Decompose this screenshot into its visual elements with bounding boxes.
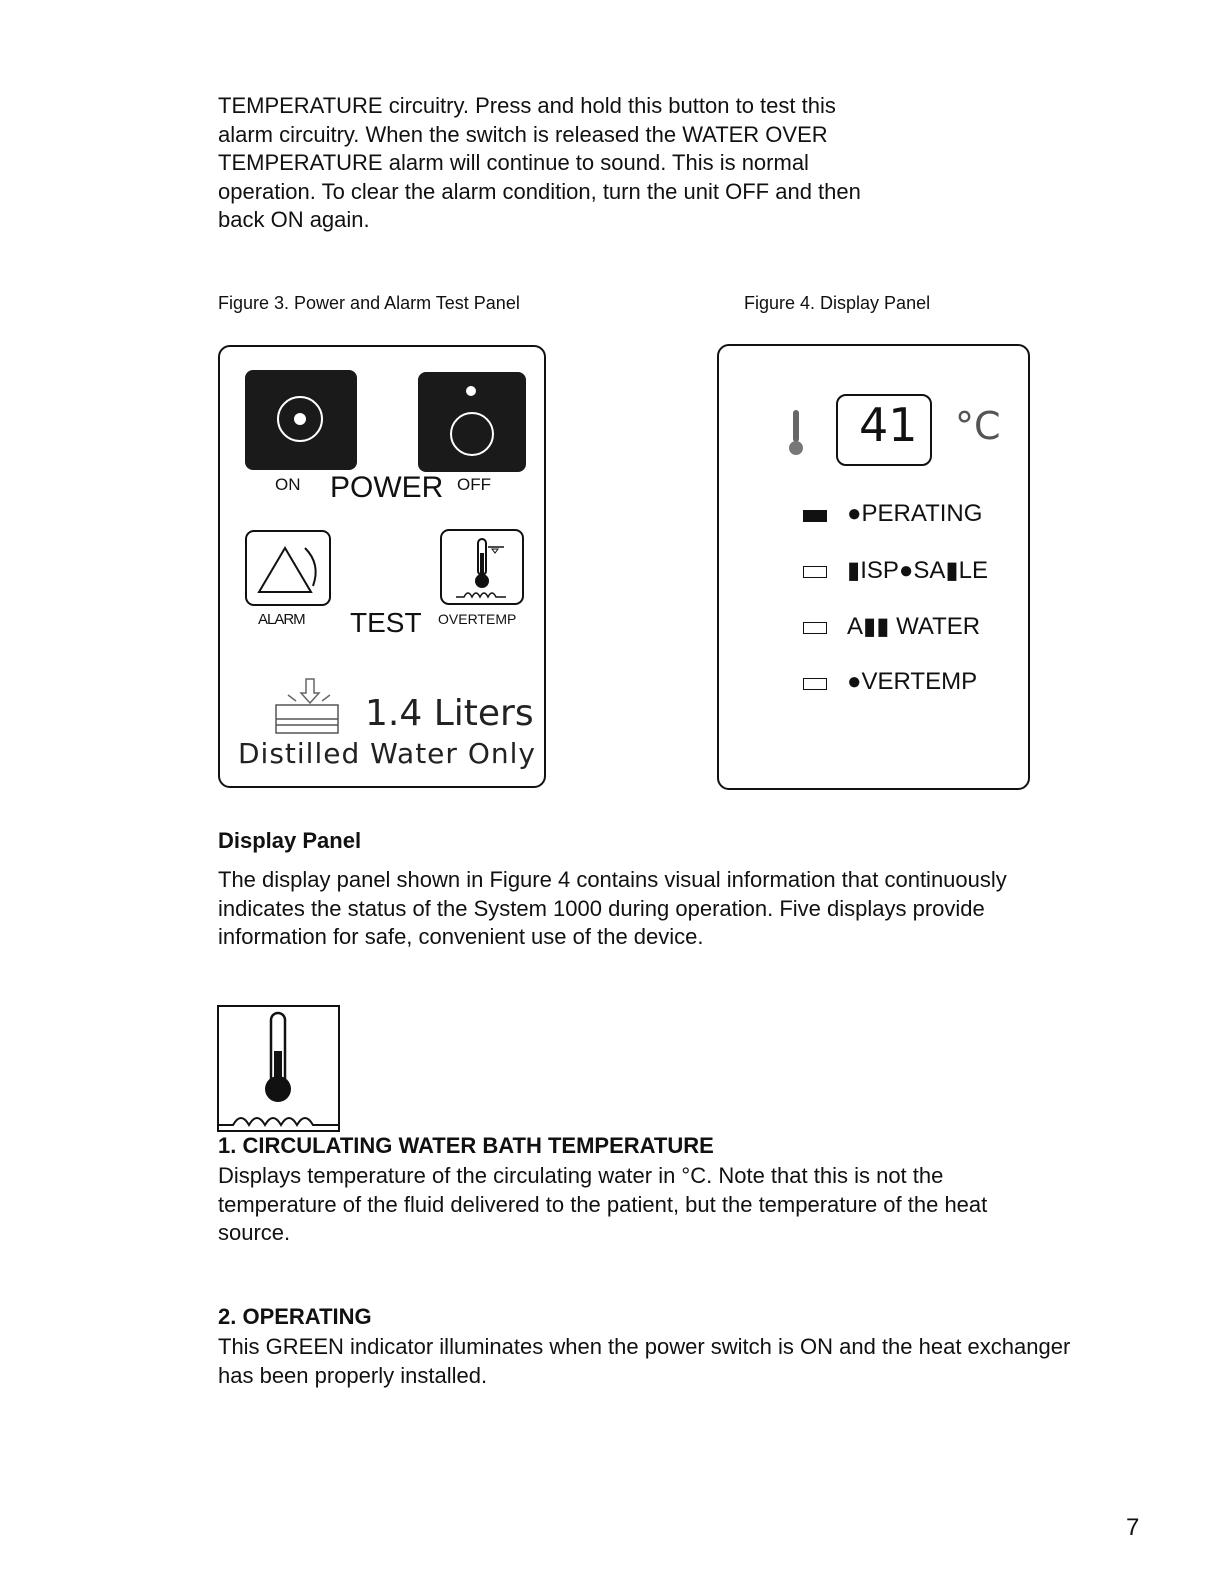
alarm-icon — [247, 532, 329, 604]
figure3-caption: Figure 3. Power and Alarm Test Panel — [218, 293, 520, 313]
operating-indicator-label: ●PERATING — [847, 500, 983, 527]
overtemp-indicator-label: ●VERTEMP — [847, 668, 978, 695]
water-fill-icon — [272, 675, 342, 737]
paragraph-line: Displays temperature of the circulating water in °C. Note that this is not the — [218, 1163, 944, 1188]
power-off-icon — [450, 412, 494, 456]
section1-heading: 1. CIRCULATING WATER BATH TEMPERATURE — [218, 1133, 714, 1158]
water-note: Distilled Water Only — [238, 737, 536, 770]
operating-indicator-light — [803, 510, 827, 522]
thermometer-icon — [219, 1007, 338, 1130]
paragraph-line: The display panel shown in Figure 4 contains visual information that continuously — [218, 867, 1007, 892]
page-number: 7 — [1126, 1514, 1140, 1541]
intro-paragraph — [218, 92, 861, 235]
disposable-indicator-label: ▮ISP●SA▮LE — [847, 557, 988, 584]
paragraph-line: has been properly installed. — [218, 1362, 488, 1388]
alarm-test-button[interactable] — [245, 530, 331, 606]
section1-paragraph — [218, 1162, 987, 1248]
water-bath-temperature-icon — [217, 1005, 340, 1132]
paragraph-line: source. — [218, 1220, 291, 1246]
paragraph-line: information for safe, convenient use of the device. — [218, 924, 704, 950]
add-water-indicator-label: A▮▮ WATER — [847, 613, 981, 640]
alarm-label: ALARM — [258, 611, 305, 628]
intro-line: alarm circuitry. When the switch is released the WATER OVER — [218, 121, 828, 147]
intro-line: operation. To clear the alarm condition, turn the unit OFF and then — [218, 178, 861, 204]
paragraph-line: temperature of the fluid delivered to the patient, but the temperature of the heat — [218, 1191, 988, 1217]
disposable-indicator-light — [803, 566, 827, 578]
thermometer-icon — [785, 406, 807, 458]
section2-paragraph — [218, 1333, 1070, 1390]
overtemp-label: OVERTEMP — [438, 611, 517, 627]
display-panel-figure — [717, 344, 1030, 790]
temperature-value: 41 — [859, 398, 918, 452]
figure4-caption: Figure 4. Display Panel — [744, 293, 931, 313]
water-volume: 1.4 Liters — [365, 693, 534, 734]
power-alarm-test-panel — [218, 345, 546, 788]
intro-line: TEMPERATURE circuitry. Press and hold this button to test this — [218, 93, 836, 118]
on-label: ON — [275, 475, 301, 494]
thermometer-icon — [442, 531, 522, 603]
power-label: POWER — [330, 471, 444, 504]
intro-line: back ON again. — [218, 207, 370, 233]
intro-line: TEMPERATURE alarm will continue to sound. This is normal — [218, 150, 809, 176]
section2-heading: 2. OPERATING — [218, 1304, 372, 1329]
add-water-indicator-light — [803, 622, 827, 634]
off-label: OFF — [457, 475, 491, 494]
paragraph-line: This GREEN indicator illuminates when the power switch is ON and the heat exchanger — [218, 1334, 1071, 1359]
temperature-unit: °C — [955, 404, 1001, 448]
power-on-button[interactable] — [245, 370, 357, 470]
test-label: TEST — [350, 607, 422, 638]
power-on-icon — [277, 396, 323, 442]
paragraph-line: indicates the status of the System 1000 during operation. Five displays provide — [218, 895, 985, 921]
power-off-button[interactable] — [418, 372, 526, 472]
display-panel-paragraph — [218, 866, 1007, 952]
display-panel-heading: Display Panel — [218, 828, 362, 853]
overtemp-test-button[interactable] — [440, 529, 524, 605]
overtemp-indicator-light — [803, 678, 827, 690]
